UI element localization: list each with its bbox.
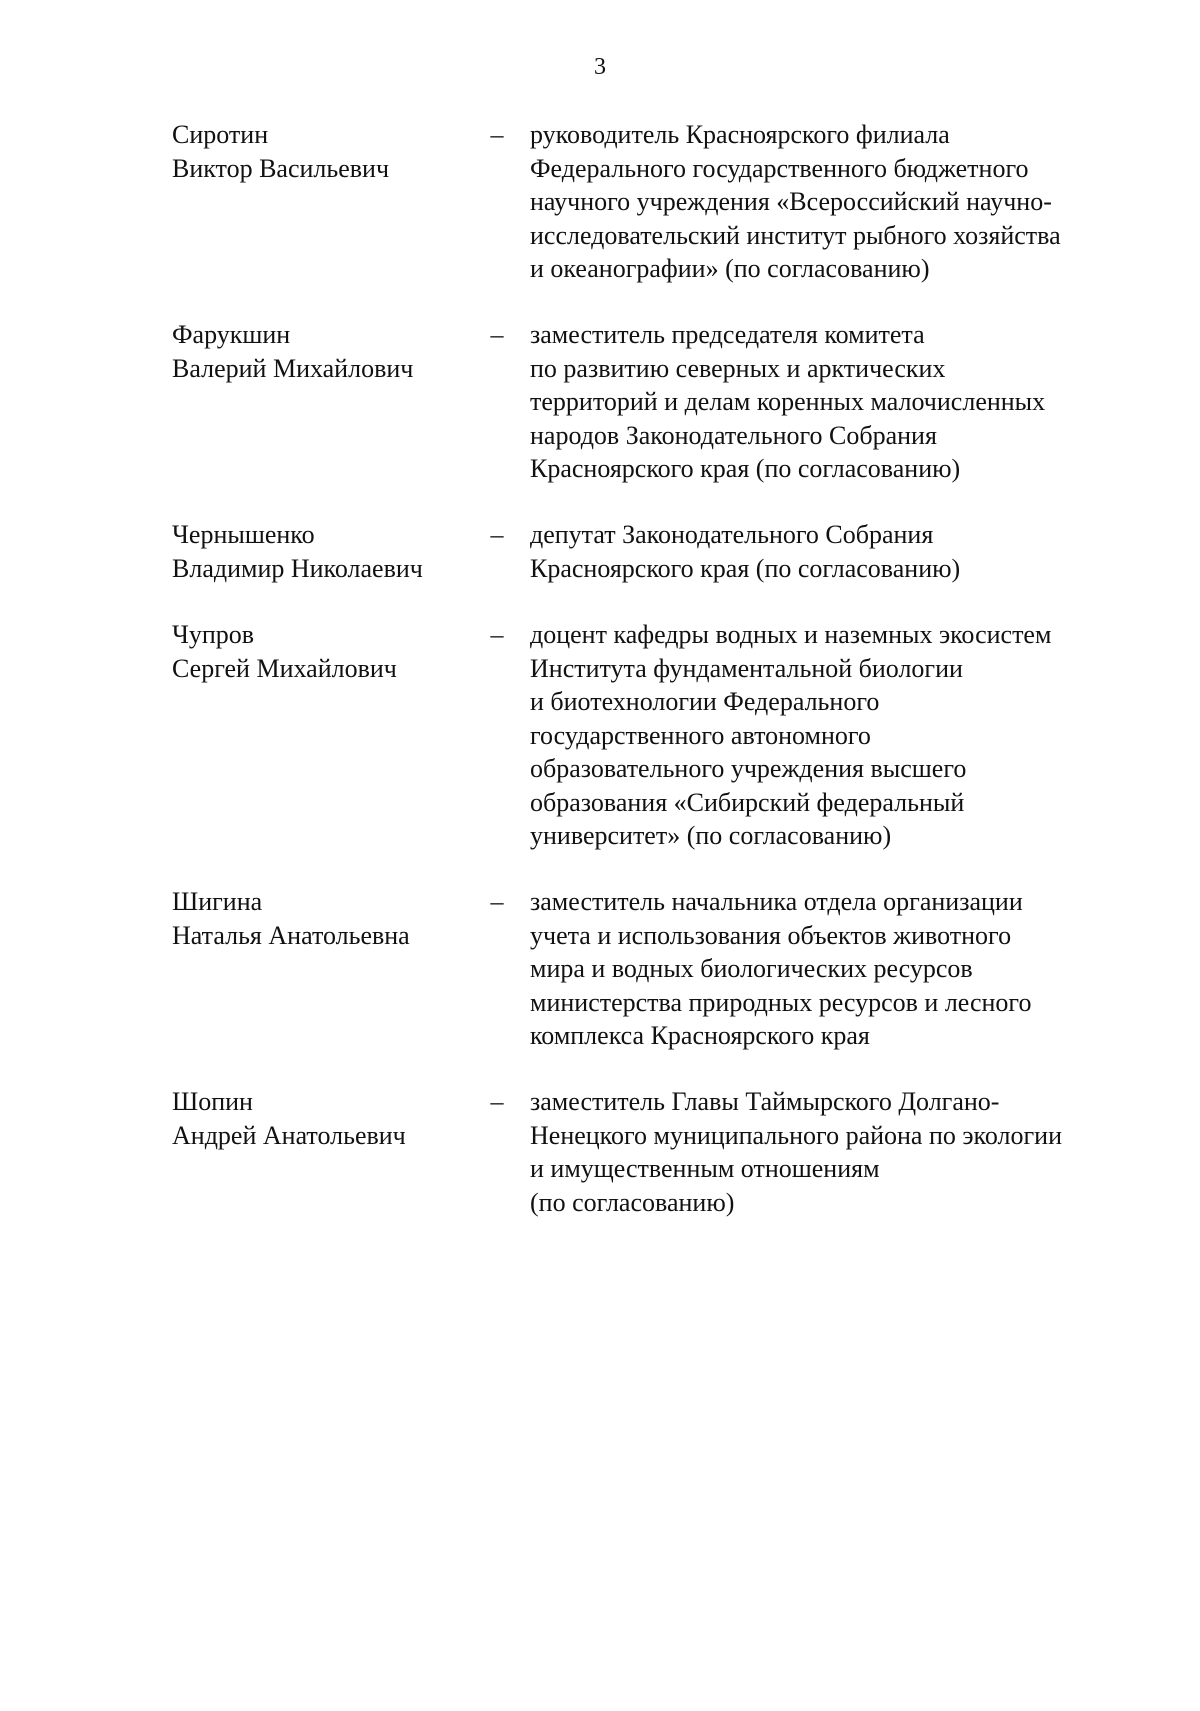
position-line: учета и использования объектов животного bbox=[530, 920, 1012, 950]
position-line: комплекса Красноярского края bbox=[530, 1021, 870, 1050]
member-surname: Чернышенко bbox=[172, 520, 315, 549]
position-line: по развитию северных и арктических bbox=[530, 353, 946, 383]
position-line: Федерального государственного бюджетного bbox=[530, 153, 1029, 183]
member-position bbox=[530, 1085, 1150, 1219]
separator-dash: – bbox=[490, 887, 504, 916]
position-line: заместитель Главы Таймырского Долгано- bbox=[530, 1087, 1000, 1116]
member-name bbox=[172, 318, 472, 385]
separator-dash: – bbox=[490, 120, 504, 149]
position-line: заместитель начальника отдела организации bbox=[530, 887, 1023, 916]
position-line: территорий и делам коренных малочисленных bbox=[530, 387, 1046, 416]
member-name bbox=[172, 518, 472, 585]
member-name bbox=[172, 885, 472, 952]
position-line: заместитель председателя комитета bbox=[530, 320, 925, 349]
position-line: образовательного учреждения высшего bbox=[530, 754, 967, 783]
position-line: Красноярского края (по согласованию) bbox=[530, 553, 961, 583]
position-line: научного учреждения «Всероссийский научно- bbox=[530, 187, 1052, 216]
member-position bbox=[530, 885, 1150, 1053]
position-line: мира и водных биологических ресурсов bbox=[530, 954, 973, 983]
member-surname: Шопин bbox=[172, 1087, 253, 1116]
position-line: государственного автономного bbox=[530, 720, 871, 750]
position-line: Красноярского края (по согласованию) bbox=[530, 454, 961, 483]
member-name bbox=[172, 118, 472, 185]
position-line: исследовательский институт рыбного хозяйства bbox=[530, 220, 1061, 250]
position-line: университет» (по согласованию) bbox=[530, 821, 892, 850]
member-surname: Фарукшин bbox=[172, 320, 291, 349]
member-position bbox=[530, 618, 1150, 853]
member-surname: Чупров bbox=[172, 620, 255, 649]
member-position bbox=[530, 518, 1150, 585]
position-line: образования «Сибирский федеральный bbox=[530, 787, 965, 817]
member-given-names: Валерий Михайлович bbox=[172, 353, 414, 383]
member-surname: Шигина bbox=[172, 887, 263, 916]
position-line: народов Законодательного Собрания bbox=[530, 420, 937, 450]
member-given-names: Виктор Васильевич bbox=[172, 153, 390, 183]
position-line: и биотехнологии Федерального bbox=[530, 687, 880, 716]
separator-dash: – bbox=[490, 620, 504, 649]
position-line: и имущественным отношениям bbox=[530, 1154, 880, 1183]
position-line: Института фундаментальной биологии bbox=[530, 653, 963, 683]
member-given-names: Владимир Николаевич bbox=[172, 553, 423, 583]
member-position bbox=[530, 118, 1150, 286]
position-line: министерства природных ресурсов и лесного bbox=[530, 987, 1032, 1017]
position-line: депутат Законодательного Собрания bbox=[530, 520, 934, 549]
position-line: (по согласованию) bbox=[530, 1187, 735, 1217]
position-line: доцент кафедры водных и наземных экосистем bbox=[530, 620, 1052, 649]
member-name bbox=[172, 1085, 472, 1152]
page-number: 3 bbox=[594, 54, 606, 80]
separator-dash: – bbox=[490, 1087, 504, 1116]
position-line: руководитель Красноярского филиала bbox=[530, 120, 950, 149]
member-given-names: Андрей Анатольевич bbox=[172, 1120, 406, 1150]
position-line: Ненецкого муниципального района по экологии bbox=[530, 1120, 1062, 1150]
separator-dash: – bbox=[490, 520, 504, 549]
member-name bbox=[172, 618, 472, 685]
member-surname: Сиротин bbox=[172, 120, 269, 149]
member-given-names: Сергей Михайлович bbox=[172, 653, 397, 683]
position-line: и океанографии» (по согласованию) bbox=[530, 254, 930, 283]
member-given-names: Наталья Анатольевна bbox=[172, 920, 410, 950]
member-position bbox=[530, 318, 1150, 486]
separator-dash: – bbox=[490, 320, 504, 349]
